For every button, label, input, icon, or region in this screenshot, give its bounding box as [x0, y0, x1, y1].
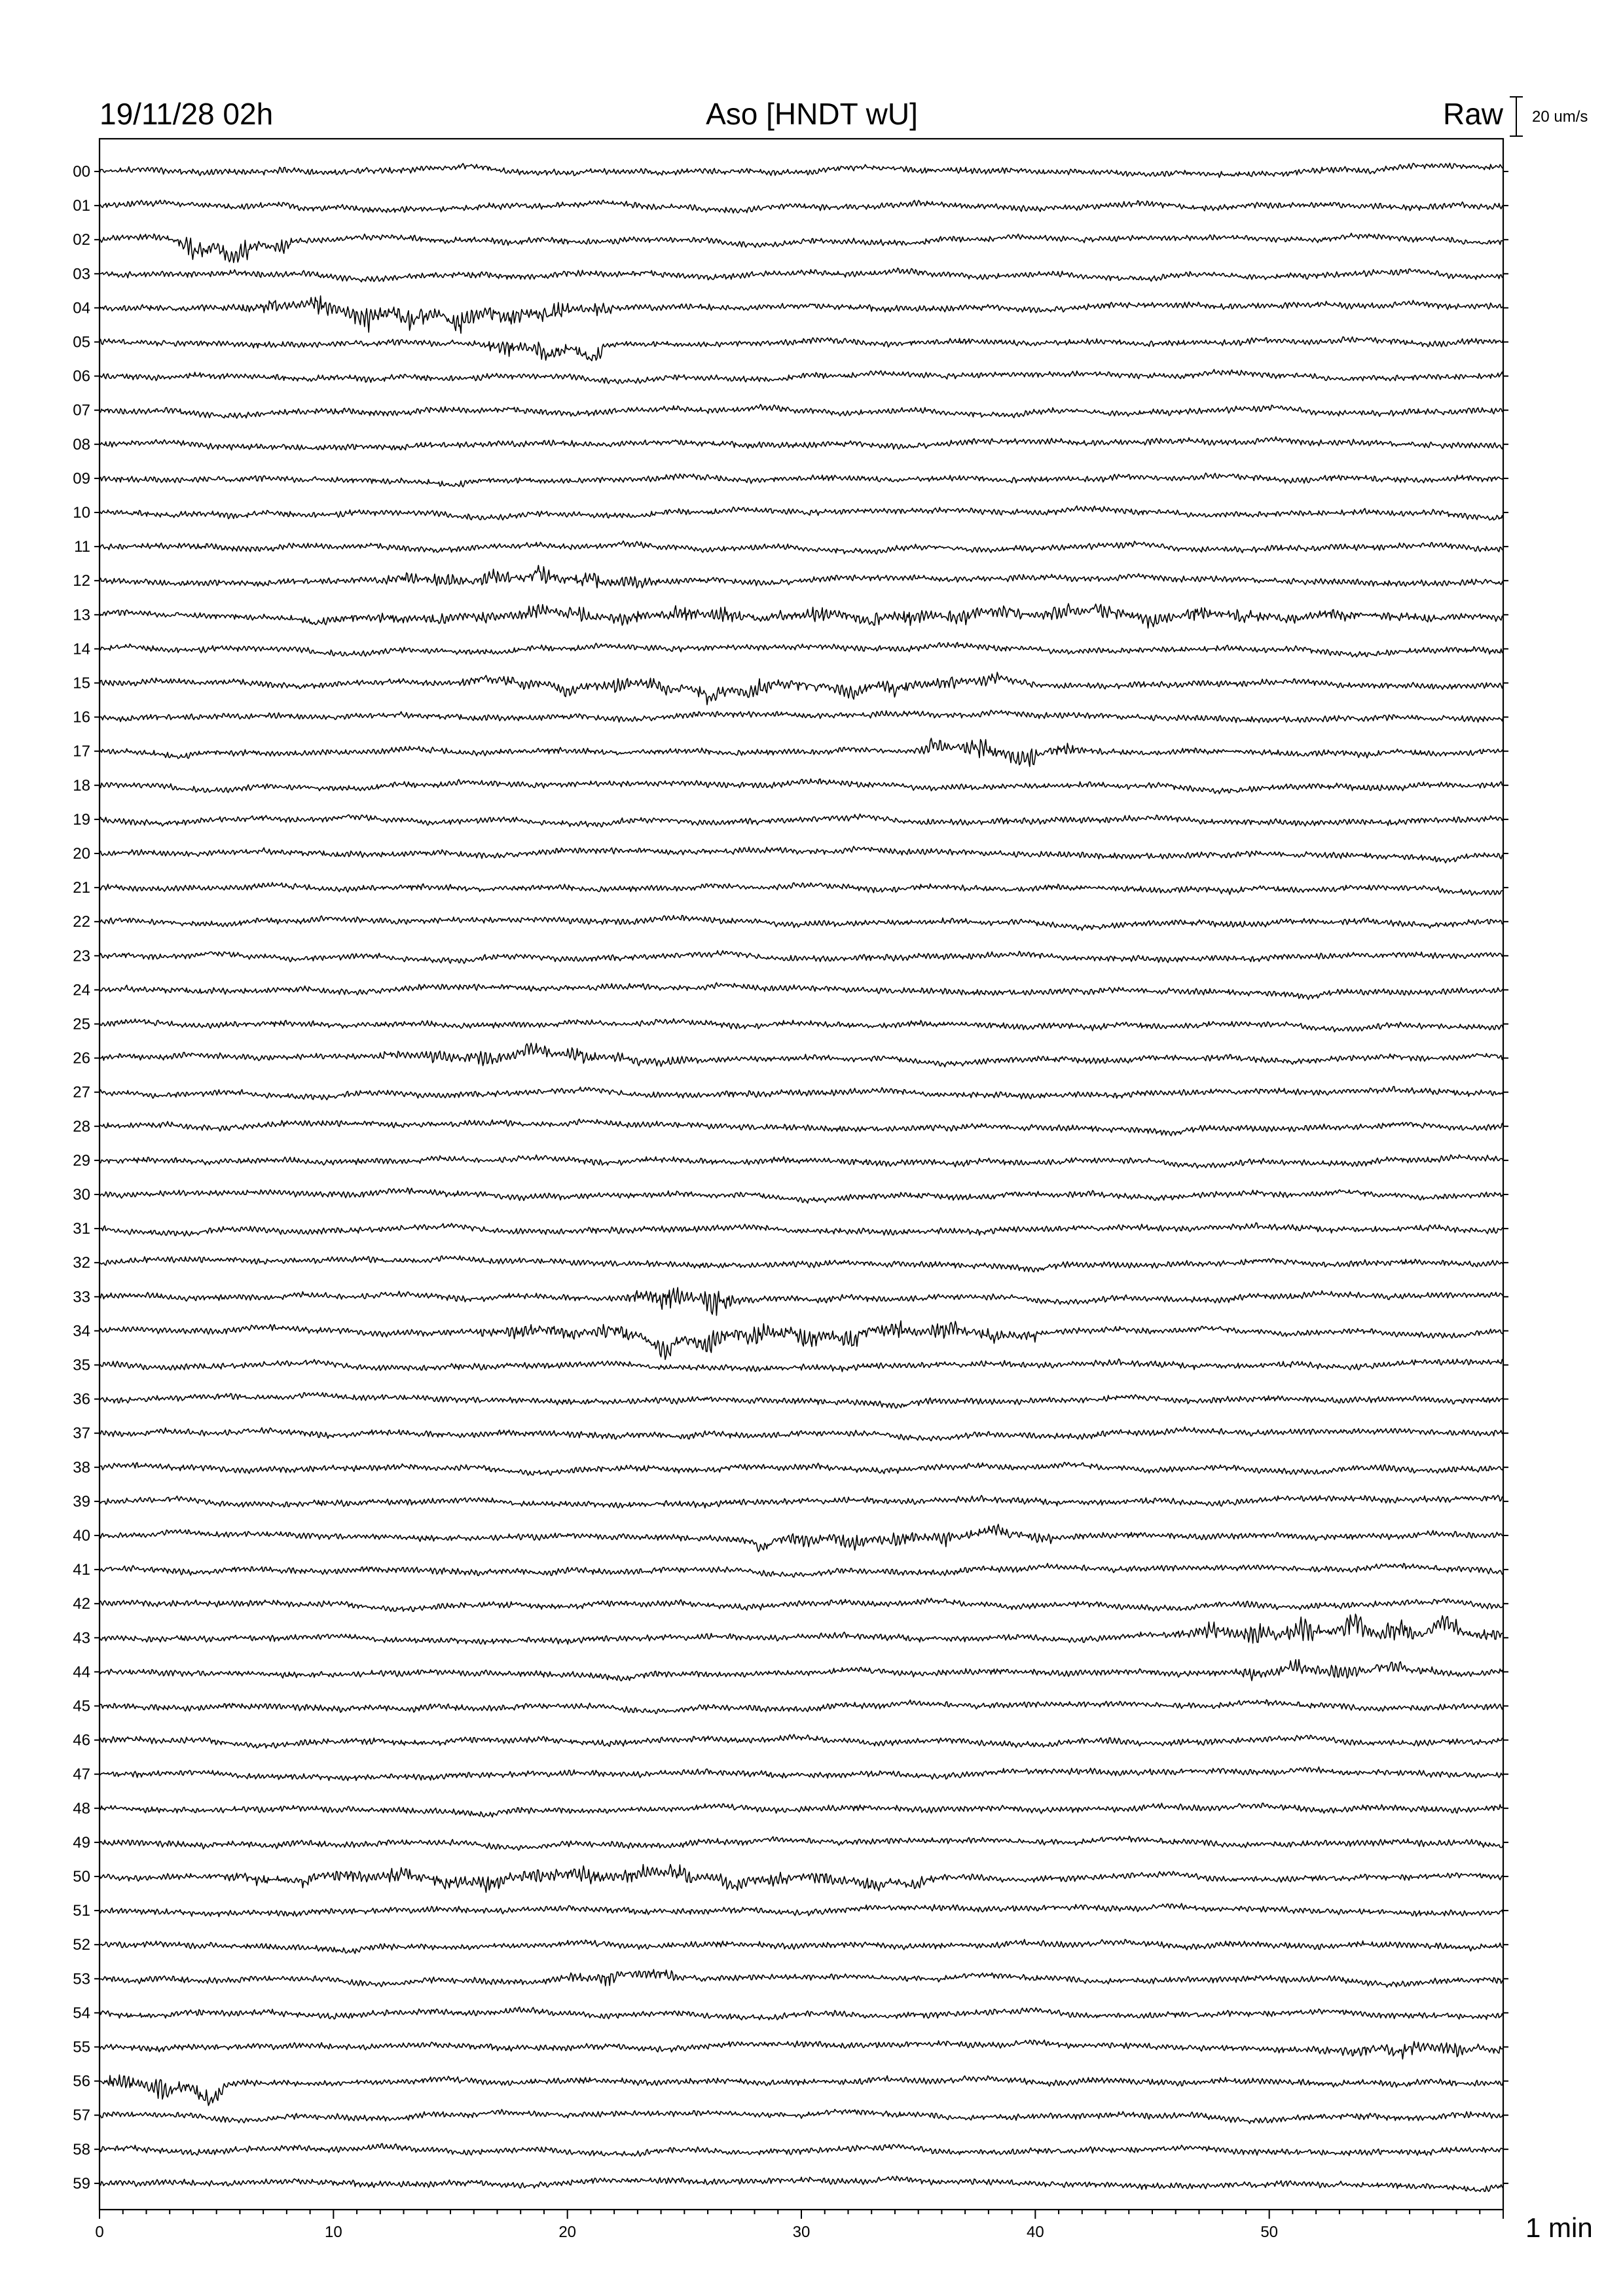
scale-bar-label: 20 um/s — [1532, 108, 1588, 126]
row-ticks — [94, 171, 1508, 2183]
trace-row-29 — [100, 1155, 1503, 1168]
trace-row-15 — [100, 672, 1503, 705]
row-label: 43 — [73, 1629, 90, 1647]
row-label: 07 — [73, 401, 90, 420]
x-tick-label: 50 — [1260, 2223, 1279, 2241]
trace-row-06 — [100, 370, 1503, 384]
trace-row-20 — [100, 846, 1503, 863]
row-label: 11 — [74, 538, 90, 556]
row-label: 59 — [73, 2174, 90, 2193]
trace-row-19 — [100, 814, 1503, 827]
trace-row-10 — [100, 506, 1503, 520]
row-label: 50 — [73, 1868, 90, 1886]
row-label: 23 — [73, 947, 90, 965]
trace-row-09 — [100, 473, 1503, 487]
x-tick-label: 10 — [324, 2223, 342, 2241]
trace-row-16 — [100, 710, 1503, 723]
trace-row-52 — [100, 1939, 1503, 1954]
trace-row-51 — [100, 1903, 1503, 1916]
trace-row-37 — [100, 1427, 1503, 1441]
row-label: 42 — [73, 1595, 90, 1613]
row-label: 06 — [73, 367, 90, 386]
trace-row-14 — [100, 643, 1503, 657]
trace-row-39 — [100, 1496, 1503, 1509]
row-label: 45 — [73, 1697, 90, 1715]
trace-row-46 — [100, 1734, 1503, 1748]
row-label: 54 — [73, 2004, 90, 2022]
row-label: 57 — [73, 2106, 90, 2125]
x-tick-label: 30 — [792, 2223, 811, 2241]
trace-row-56 — [100, 2075, 1503, 2106]
x-axis-labels — [95, 2223, 1278, 2241]
trace-row-40 — [100, 1524, 1503, 1552]
trace-row-04 — [100, 296, 1503, 333]
trace-row-24 — [100, 982, 1503, 999]
trace-row-11 — [100, 541, 1503, 554]
trace-row-07 — [100, 404, 1503, 418]
trace-row-41 — [100, 1564, 1503, 1577]
row-label: 58 — [73, 2140, 90, 2159]
row-label: 52 — [73, 1936, 90, 1954]
row-label: 19 — [73, 810, 90, 829]
row-label: 37 — [73, 1424, 90, 1443]
x-axis-unit-label: 1 min — [1525, 2212, 1593, 2243]
row-label: 08 — [73, 435, 90, 454]
trace-row-36 — [100, 1393, 1503, 1408]
row-label: 27 — [73, 1083, 90, 1102]
trace-row-27 — [100, 1086, 1503, 1100]
row-label: 17 — [73, 742, 90, 761]
row-label: 24 — [73, 981, 90, 999]
row-label: 32 — [73, 1254, 90, 1272]
trace-row-44 — [100, 1660, 1503, 1681]
station-label: Aso [HNDT wU] — [706, 97, 918, 131]
trace-row-54 — [100, 2007, 1503, 2020]
x-tick-label: 20 — [558, 2223, 577, 2241]
row-label: 49 — [73, 1833, 90, 1852]
row-label: 04 — [73, 299, 90, 317]
row-label: 36 — [73, 1390, 90, 1408]
row-label: 00 — [73, 163, 90, 181]
row-label: 46 — [73, 1731, 90, 1749]
row-label: 02 — [73, 231, 90, 249]
row-label: 18 — [73, 776, 90, 795]
trace-row-33 — [100, 1287, 1503, 1316]
row-label: 03 — [73, 265, 90, 283]
row-label: 10 — [73, 504, 90, 522]
trace-row-03 — [100, 268, 1503, 281]
row-label: 16 — [73, 708, 90, 726]
row-label: 20 — [73, 845, 90, 863]
row-label: 48 — [73, 1799, 90, 1818]
trace-row-25 — [100, 1019, 1503, 1032]
trace-row-00 — [100, 163, 1503, 177]
trace-row-43 — [100, 1614, 1503, 1644]
x-tick-label: 40 — [1026, 2223, 1044, 2241]
row-label: 14 — [73, 640, 90, 658]
trace-row-21 — [100, 882, 1503, 895]
x-axis-ticks — [100, 2210, 1503, 2219]
row-label: 31 — [73, 1220, 90, 1238]
trace-row-50 — [100, 1865, 1503, 1893]
row-label: 13 — [73, 606, 90, 624]
row-label: 34 — [73, 1322, 90, 1340]
row-label: 28 — [73, 1117, 90, 1136]
row-label: 05 — [73, 333, 90, 351]
row-label: 33 — [73, 1288, 90, 1306]
row-label: 39 — [73, 1492, 90, 1511]
trace-row-02 — [100, 233, 1503, 262]
row-labels — [73, 163, 90, 2193]
trace-row-31 — [100, 1223, 1503, 1236]
trace-row-05 — [100, 337, 1503, 361]
row-label: 15 — [73, 674, 90, 692]
row-label: 44 — [73, 1663, 90, 1681]
row-label: 21 — [73, 879, 90, 897]
trace-row-59 — [100, 2176, 1503, 2192]
trace-row-22 — [100, 916, 1503, 931]
trace-row-26 — [100, 1043, 1503, 1067]
trace-row-12 — [100, 565, 1503, 588]
row-label: 47 — [73, 1765, 90, 1784]
trace-row-28 — [100, 1119, 1503, 1136]
trace-row-55 — [100, 2040, 1503, 2059]
trace-row-49 — [100, 1837, 1503, 1851]
x-tick-label: 0 — [95, 2223, 104, 2241]
trace-row-17 — [100, 738, 1503, 766]
trace-row-35 — [100, 1359, 1503, 1371]
row-label: 56 — [73, 2072, 90, 2090]
trace-row-32 — [100, 1256, 1503, 1272]
trace-row-48 — [100, 1803, 1503, 1817]
row-label: 38 — [73, 1458, 90, 1477]
row-label: 35 — [73, 1356, 90, 1374]
row-label: 01 — [73, 197, 90, 215]
row-label: 41 — [73, 1561, 90, 1579]
trace-row-57 — [100, 2109, 1503, 2124]
row-label: 30 — [73, 1186, 90, 1204]
trace-row-34 — [100, 1321, 1503, 1359]
traces — [100, 163, 1503, 2191]
trace-row-45 — [100, 1700, 1503, 1713]
row-label: 12 — [73, 572, 90, 590]
datetime-label: 19/11/28 02h — [100, 97, 274, 131]
trace-row-30 — [100, 1188, 1503, 1203]
mode-label: Raw — [1442, 97, 1503, 131]
row-label: 26 — [73, 1049, 90, 1067]
row-label: 09 — [73, 469, 90, 488]
trace-row-42 — [100, 1598, 1503, 1611]
trace-row-01 — [100, 200, 1503, 213]
row-label: 53 — [73, 1970, 90, 1988]
scale-bar — [1510, 97, 1523, 136]
trace-row-38 — [100, 1462, 1503, 1475]
row-label: 29 — [73, 1151, 90, 1170]
trace-row-23 — [100, 951, 1503, 964]
plot-frame — [100, 139, 1503, 2210]
row-label: 40 — [73, 1527, 90, 1545]
trace-row-18 — [100, 779, 1503, 794]
trace-row-53 — [100, 1969, 1503, 1987]
trace-row-58 — [100, 2144, 1503, 2156]
row-label: 25 — [73, 1015, 90, 1033]
trace-row-08 — [100, 437, 1503, 450]
row-label: 55 — [73, 2038, 90, 2056]
trace-row-13 — [100, 603, 1503, 628]
row-label: 22 — [73, 913, 90, 931]
row-label: 51 — [73, 1902, 90, 1920]
trace-row-47 — [100, 1767, 1503, 1781]
